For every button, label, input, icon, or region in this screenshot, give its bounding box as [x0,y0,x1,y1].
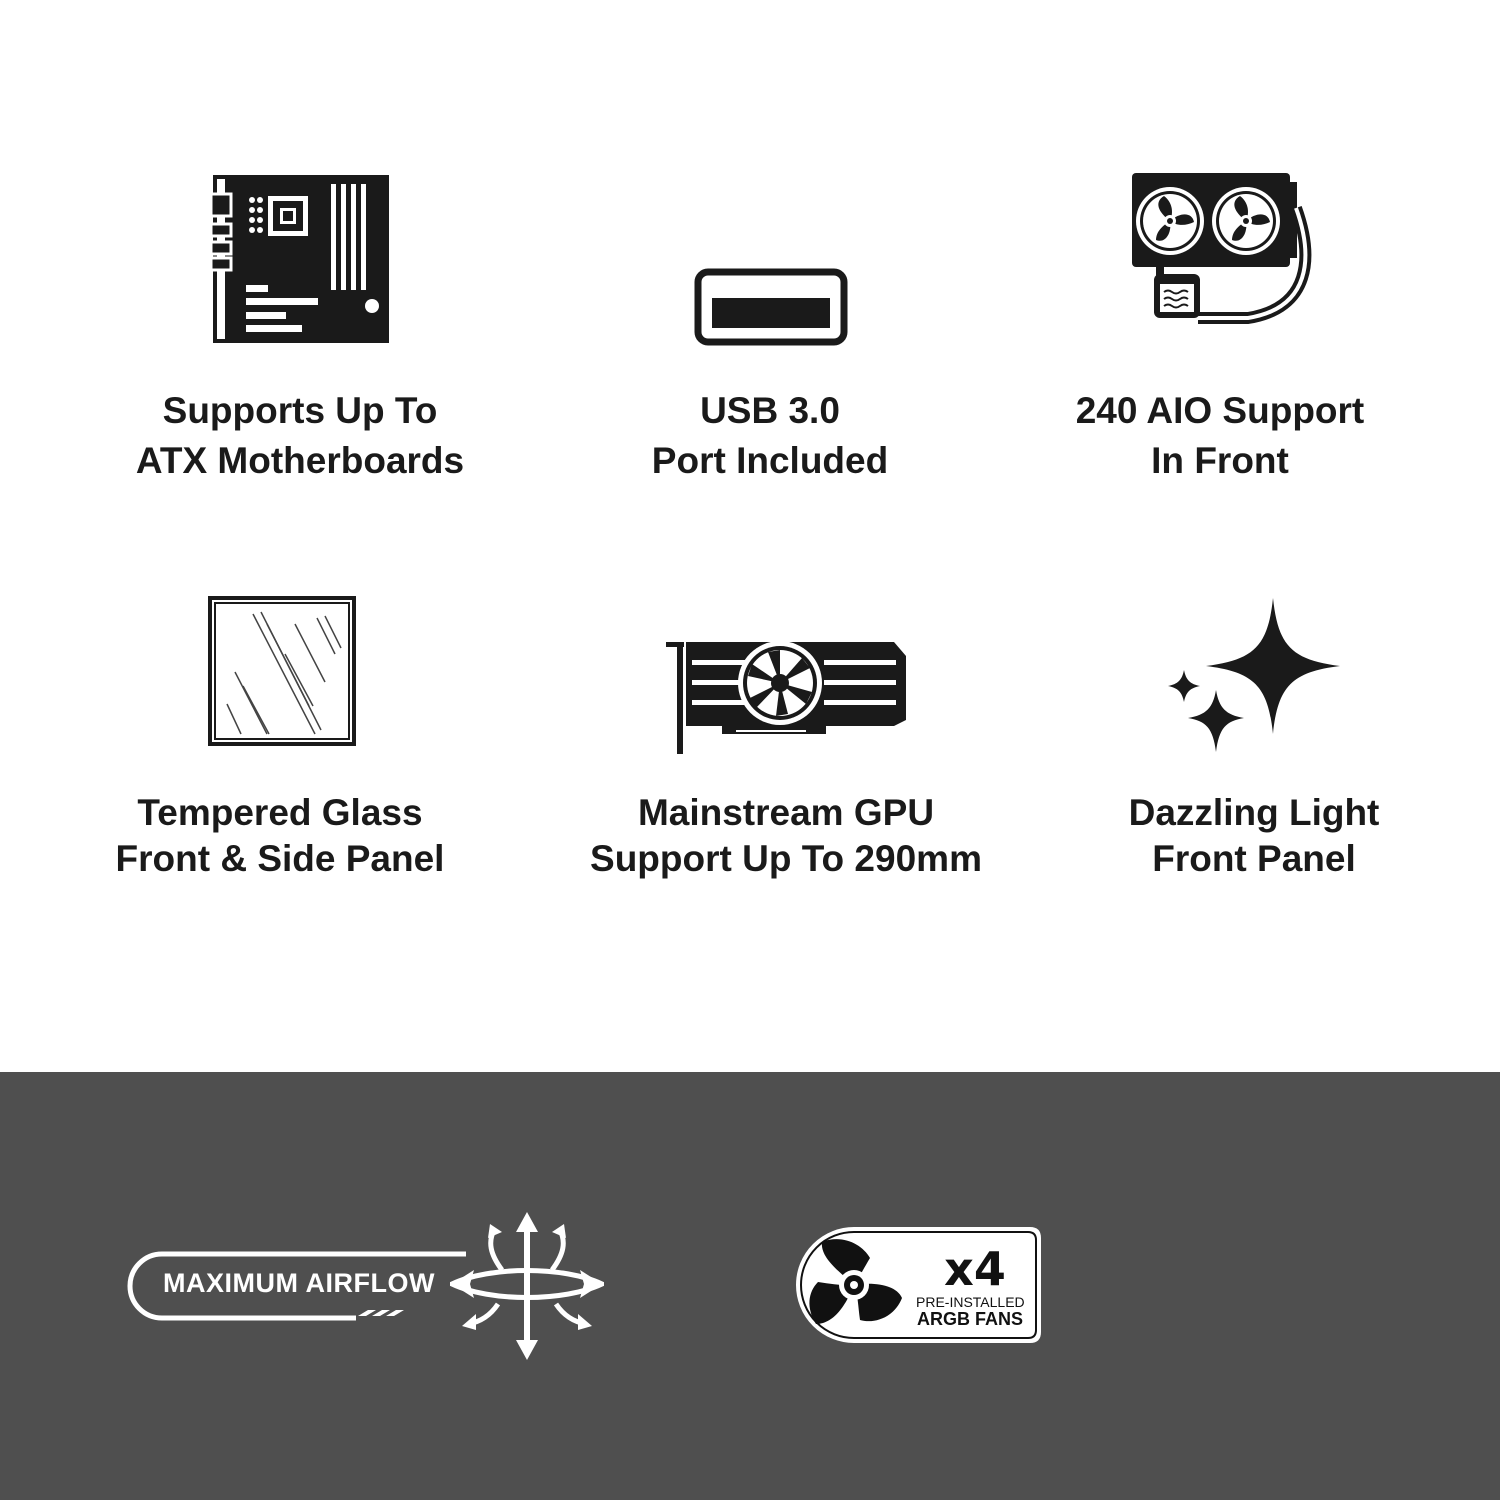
aio-cooler-icon [1128,168,1318,328]
feature-line: USB 3.0 [700,390,840,431]
feature-line: Mainstream GPU [637,792,935,833]
feature-line: In Front [1151,440,1289,481]
glass-panel-icon [205,594,359,750]
feature-label-gpu [566,790,1006,882]
usb-port-icon [694,268,848,346]
fans-count: x4 [944,1242,1006,1296]
feature-line: Front Panel [1152,838,1356,879]
feature-line: Tempered Glass [137,792,423,833]
feature-label-usb [570,386,970,486]
airflow-label: MAXIMUM AIRFLOW [163,1268,435,1298]
feature-line: Port Included [651,440,889,481]
feature-label-light [1054,790,1454,882]
feature-line: ATX Motherboards [135,440,465,481]
fan-icon [800,1232,908,1338]
fans-preinstalled-label: PRE-INSTALLED [916,1294,1025,1310]
feature-line: Front & Side Panel [115,838,445,879]
feature-line: Dazzling Light [1128,792,1380,833]
gpu-icon [664,638,912,756]
sparkle-icon [1166,596,1344,756]
feature-line: Support Up To 290mm [590,838,982,879]
feature-line: 240 AIO Support [1075,390,1365,431]
feature-line: Supports Up To [162,390,438,431]
feature-label-aio [1020,386,1420,486]
motherboard-icon [210,172,392,346]
fans-argb-label: ARGB FANS [916,1309,1023,1329]
feature-label-glass [80,790,480,882]
feature-label-motherboard [100,386,500,486]
airflow-arrows-icon [450,1210,604,1362]
